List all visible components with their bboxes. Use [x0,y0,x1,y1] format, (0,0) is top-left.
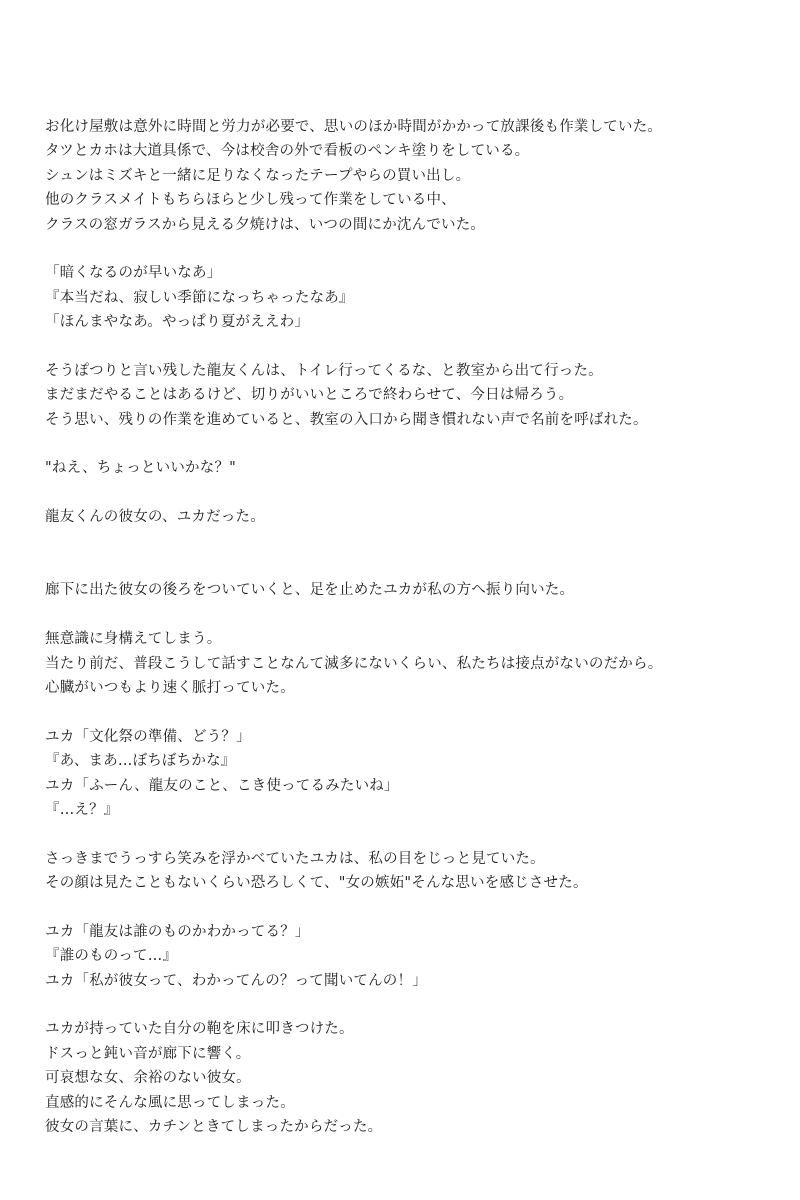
blank-line [45,822,785,846]
text-line: ユカが持っていた自分の鞄を床に叩きつけた。 [45,1021,354,1038]
text-line: 『誰のものって…』 [45,948,178,965]
blank-line [45,530,785,554]
story-text [45,115,785,1139]
blank-line [45,481,785,505]
text-line: まだまだやることはあるけど、切りがいいところで終わらせて、今日は帰ろう。 [45,387,574,404]
blank-line [45,993,785,1017]
blank-line [45,432,785,456]
text-line: 彼女の言葉に、カチンときてしまったからだった。 [45,1119,383,1136]
text-line: ユカ「龍友は誰のものかわかってる？」 [45,923,310,940]
text-line: 『本当だね、寂しい季節になっちゃったなあ』 [45,289,354,306]
text-line: 龍友くんの彼女の、ユカだった。 [45,509,265,526]
text-line: ユカ「文化祭の準備、どう？」 [45,728,251,745]
blank-line [45,237,785,261]
blank-line [45,335,785,359]
text-line: 「暗くなるのが早いなあ」 [45,265,222,282]
text-line: お化け屋敷は意外に時間と労力が必要で、思いのほか時間がかかって放課後も作業していた。 [45,119,663,135]
text-line: ユカ「私が彼女って、わかってんの？って聞いてんの！」 [45,972,427,989]
text-line: ユカ「ふーん、龍友のこと、こき使ってるみたいね」 [45,777,399,794]
text-line: 「ほんまやなあ。やっぱり夏がええわ」 [45,314,310,331]
text-line: 当たり前だ、普段こうして話すことなんて滅多にないくらい、私たちは接点がないのだから。 [45,655,663,672]
text-line: 可哀想な女、余裕のない彼女。 [45,1070,251,1087]
text-line: クラスの窓ガラスから見える夕焼けは、いつの間にか沈んでいた。 [45,216,486,233]
blank-line [45,896,785,920]
text-line: 『あ、まあ…ぼちぼちかな』 [45,753,236,770]
text-line: シュンはミズキと一緒に足りなくなったテープやらの買い出し。 [45,167,471,184]
text-line: 他のクラスメイトもちらほらと少し残って作業をしている中、 [45,192,456,209]
text-line: 無意識に身構えてしまう。 [45,631,222,648]
blank-line [45,700,785,724]
text-line: そうぽつりと言い残した龍友くんは、トイレ行ってくるな、と教室から出て行った。 [45,362,603,379]
text-line: タツとカホは大道具係で、今は校舎の外で看板のペンキ塗りをしている。 [45,143,530,160]
text-line: "ねえ、ちょっといいかな？" [45,460,237,477]
text-line: そう思い、残りの作業を進めていると、教室の入口から聞き慣れない声で名前を呼ばれた。 [45,411,648,428]
text-line: 直感的にそんな風に思ってしまった。 [45,1094,295,1111]
blank-line [45,603,785,627]
text-line: ドスっと鈍い音が廊下に響く。 [45,1045,251,1062]
text-line: 廊下に出た彼女の後ろをついていくと、足を止めたユカが私の方へ振り向いた。 [45,582,575,599]
text-line: その顔は見たこともないくらい恐ろしくて、"女の嫉妬"そんな思いを感じさせた。 [45,875,588,892]
blank-line [45,554,785,578]
text-line: さっきまでうっすら笑みを浮かべていたユカは、私の目をじっと見ていた。 [45,850,545,867]
text-line: 心臓がいつもより速く脈打っていた。 [45,679,295,696]
text-line: 『…え？』 [45,801,119,818]
